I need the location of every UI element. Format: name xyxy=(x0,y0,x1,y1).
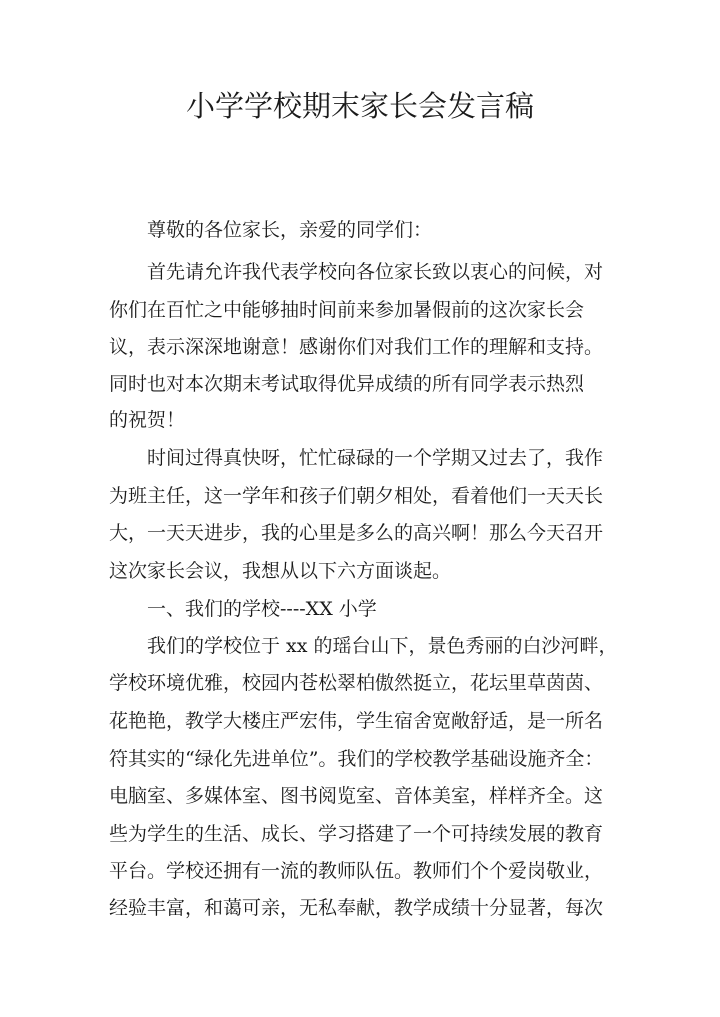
section-heading: 一、我们的学校----XX 小学 xyxy=(147,598,377,620)
paragraph-line: 平台。学校还拥有一流的教师队伍。教师们个个爱岗敬业， xyxy=(109,860,604,882)
paragraph-line: 经验丰富，和蔼可亲，无私奉献，教学成绩十分显著，每次 xyxy=(109,897,604,919)
paragraph-line: 你们在百忙之中能够抽时间前来参加暑假前的这次家长会 xyxy=(109,299,585,321)
paragraph-line: 首先请允许我代表学校向各位家长致以衷心的问候，对 xyxy=(147,261,604,283)
paragraph-line: 电脑室、多媒体室、图书阅览室、音体美室，样样齐全。这 xyxy=(109,785,604,807)
paragraph-line: 些为学生的生活、成长、学习搭建了一个可持续发展的教育 xyxy=(109,823,604,845)
paragraph-line: 议，表示深深地谢意！感谢你们对我们工作的理解和支持。 xyxy=(109,336,604,358)
document-title: 小学学校期末家长会发言稿 xyxy=(185,89,534,123)
paragraph-line: 为班主任，这一学年和孩子们朝夕相处，看着他们一天天长 xyxy=(109,485,604,507)
paragraph-line: 这次家长会议，我想从以下六方面谈起。 xyxy=(109,560,452,582)
paragraph-line: 时间过得真快呀，忙忙碌碌的一个学期又过去了，我作 xyxy=(147,447,604,469)
paragraph-line: 大，一天天进步，我的心里是多么的高兴啊！那么今天召开 xyxy=(109,522,604,544)
paragraph-line: 同时也对本次期末考试取得优异成绩的所有同学表示热烈 xyxy=(109,373,585,395)
paragraph-line: 学校环境优雅，校园内苍松翠柏傲然挺立，花坛里草茵茵、 xyxy=(109,672,604,694)
paragraph-line: 花艳艳，教学大楼庄严宏伟，学生宿舍宽敞舒适，是一所名 xyxy=(109,710,604,732)
paragraph-line: 我们的学校位于 xx 的瑶台山下，景色秀丽的白沙河畔， xyxy=(147,635,618,657)
paragraph-line: 符其实的“绿化先进单位”。我们的学校教学基础设施齐全： xyxy=(109,748,604,770)
salutation-line: 尊敬的各位家长，亲爱的同学们： xyxy=(147,219,433,241)
paragraph-line: 的祝贺！ xyxy=(109,409,186,431)
